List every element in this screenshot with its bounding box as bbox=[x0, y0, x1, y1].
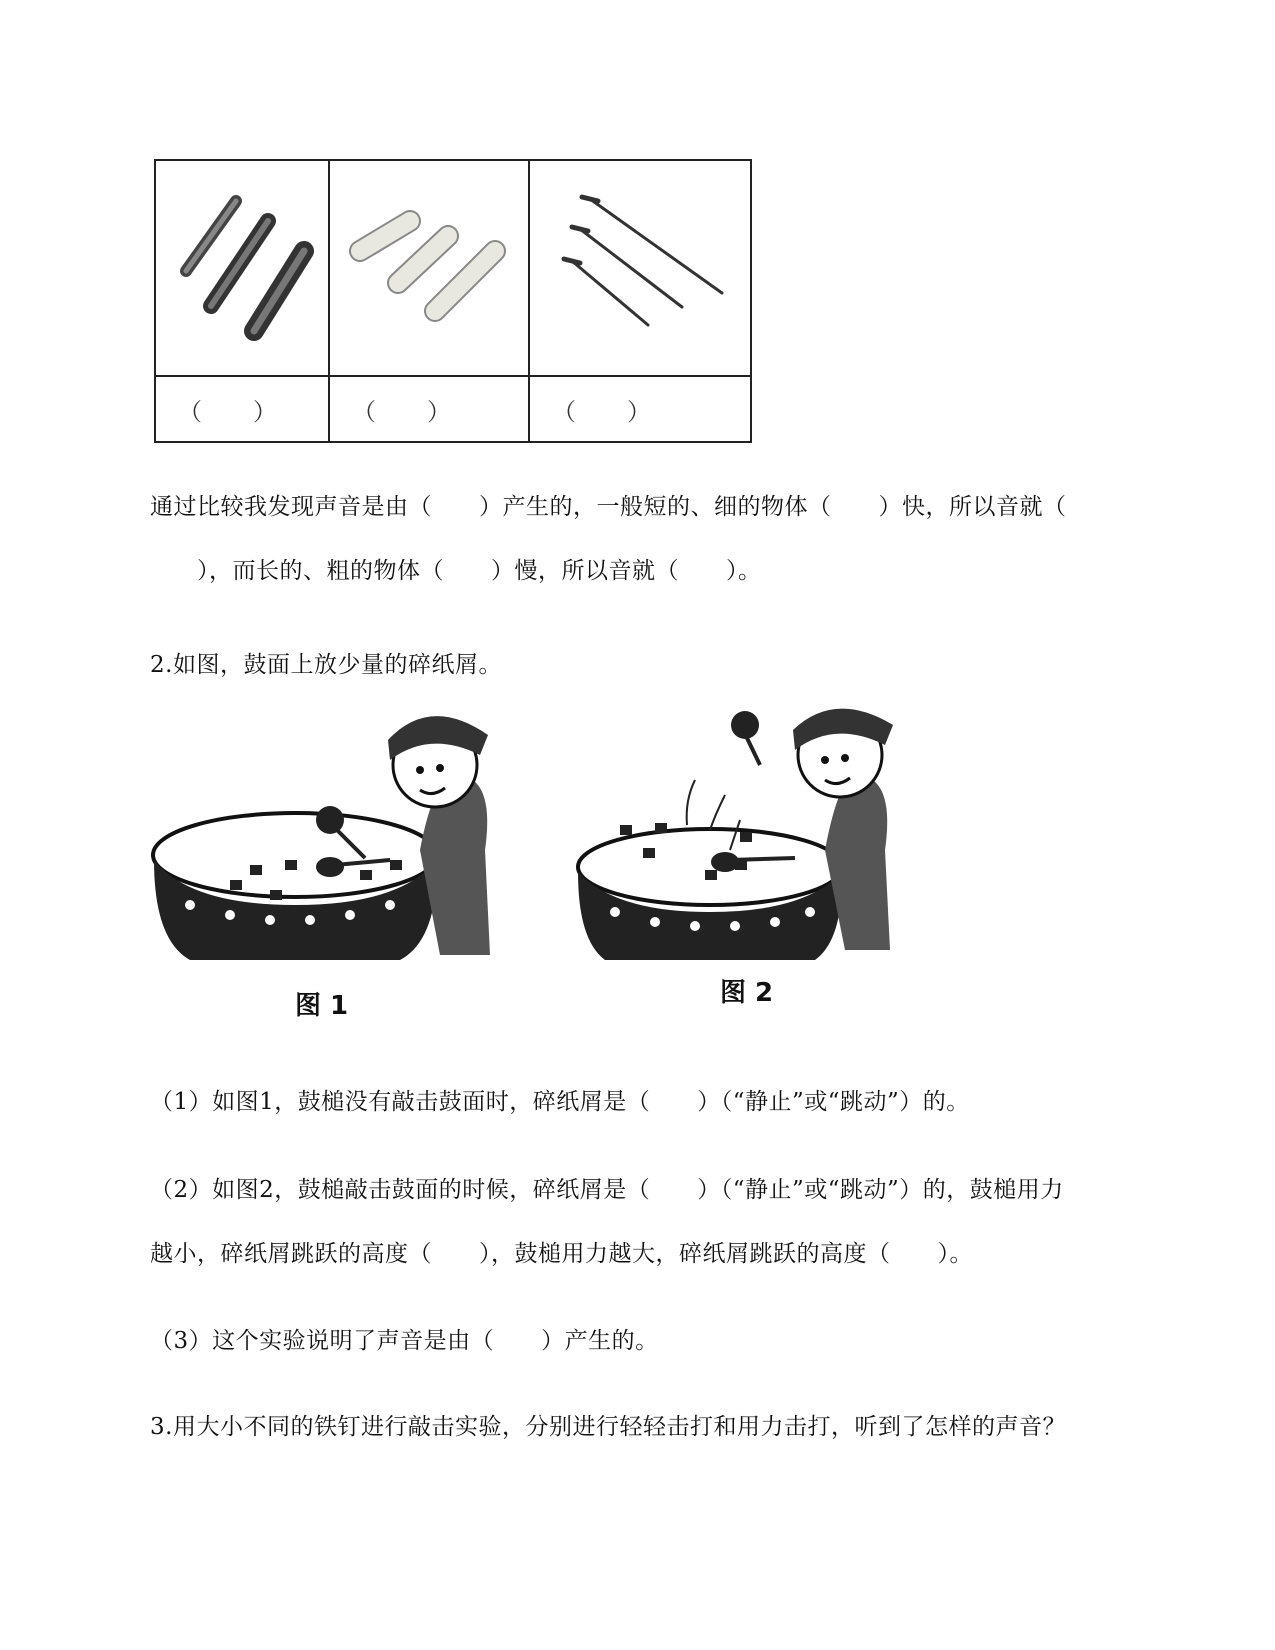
q2-sub1: （1）如图1，鼓槌没有敲击鼓面时，碎纸屑是（ ）（“静止”或“跳动”）的。 bbox=[150, 1089, 970, 1115]
q1-text-line2: ），而长的、粗的物体（ ）慢，所以音就（ ）。 bbox=[150, 558, 762, 584]
metal-tubes-cell bbox=[155, 160, 329, 376]
nails-cell bbox=[529, 160, 751, 376]
q2-title: 2.如图，鼓面上放少量的碎纸屑。 bbox=[150, 652, 502, 678]
white-tubes-icon bbox=[330, 161, 528, 371]
q2-sub2-line1: （2）如图2，鼓槌敲击鼓面的时候，碎纸屑是（ ）（“静止”或“跳动”）的，鼓槌用力 bbox=[150, 1177, 1064, 1203]
figure-2-label: 图 2 bbox=[720, 978, 774, 1008]
q1-text-line1: 通过比较我发现声音是由（ ）产生的，一般短的、细的物体（ ）快，所以音就（ bbox=[150, 494, 1067, 520]
q3-title: 3.用大小不同的铁钉进行敲击实验，分别进行轻轻击打和用力击打，听到了怎样的声音？ bbox=[150, 1414, 1066, 1440]
answer-blank-1[interactable]: （ ） bbox=[155, 376, 329, 442]
figure-1-label: 图 1 bbox=[295, 991, 349, 1021]
answer-blank-2[interactable]: （ ） bbox=[329, 376, 529, 442]
q2-sub2-line2: 越小，碎纸屑跳跃的高度（ ），鼓槌用力越大，碎纸屑跳跃的高度（ ）。 bbox=[150, 1241, 973, 1267]
metal-tubes-icon bbox=[156, 161, 328, 371]
objects-table bbox=[154, 159, 752, 443]
q2-sub3: （3）这个实验说明了声音是由（ ）产生的。 bbox=[150, 1328, 659, 1354]
white-tubes-cell bbox=[329, 160, 529, 376]
nails-icon bbox=[530, 161, 750, 371]
drum-figure-2 bbox=[575, 700, 955, 980]
answer-blank-3[interactable]: （ ） bbox=[529, 376, 751, 442]
drum-figure-1 bbox=[150, 700, 530, 980]
